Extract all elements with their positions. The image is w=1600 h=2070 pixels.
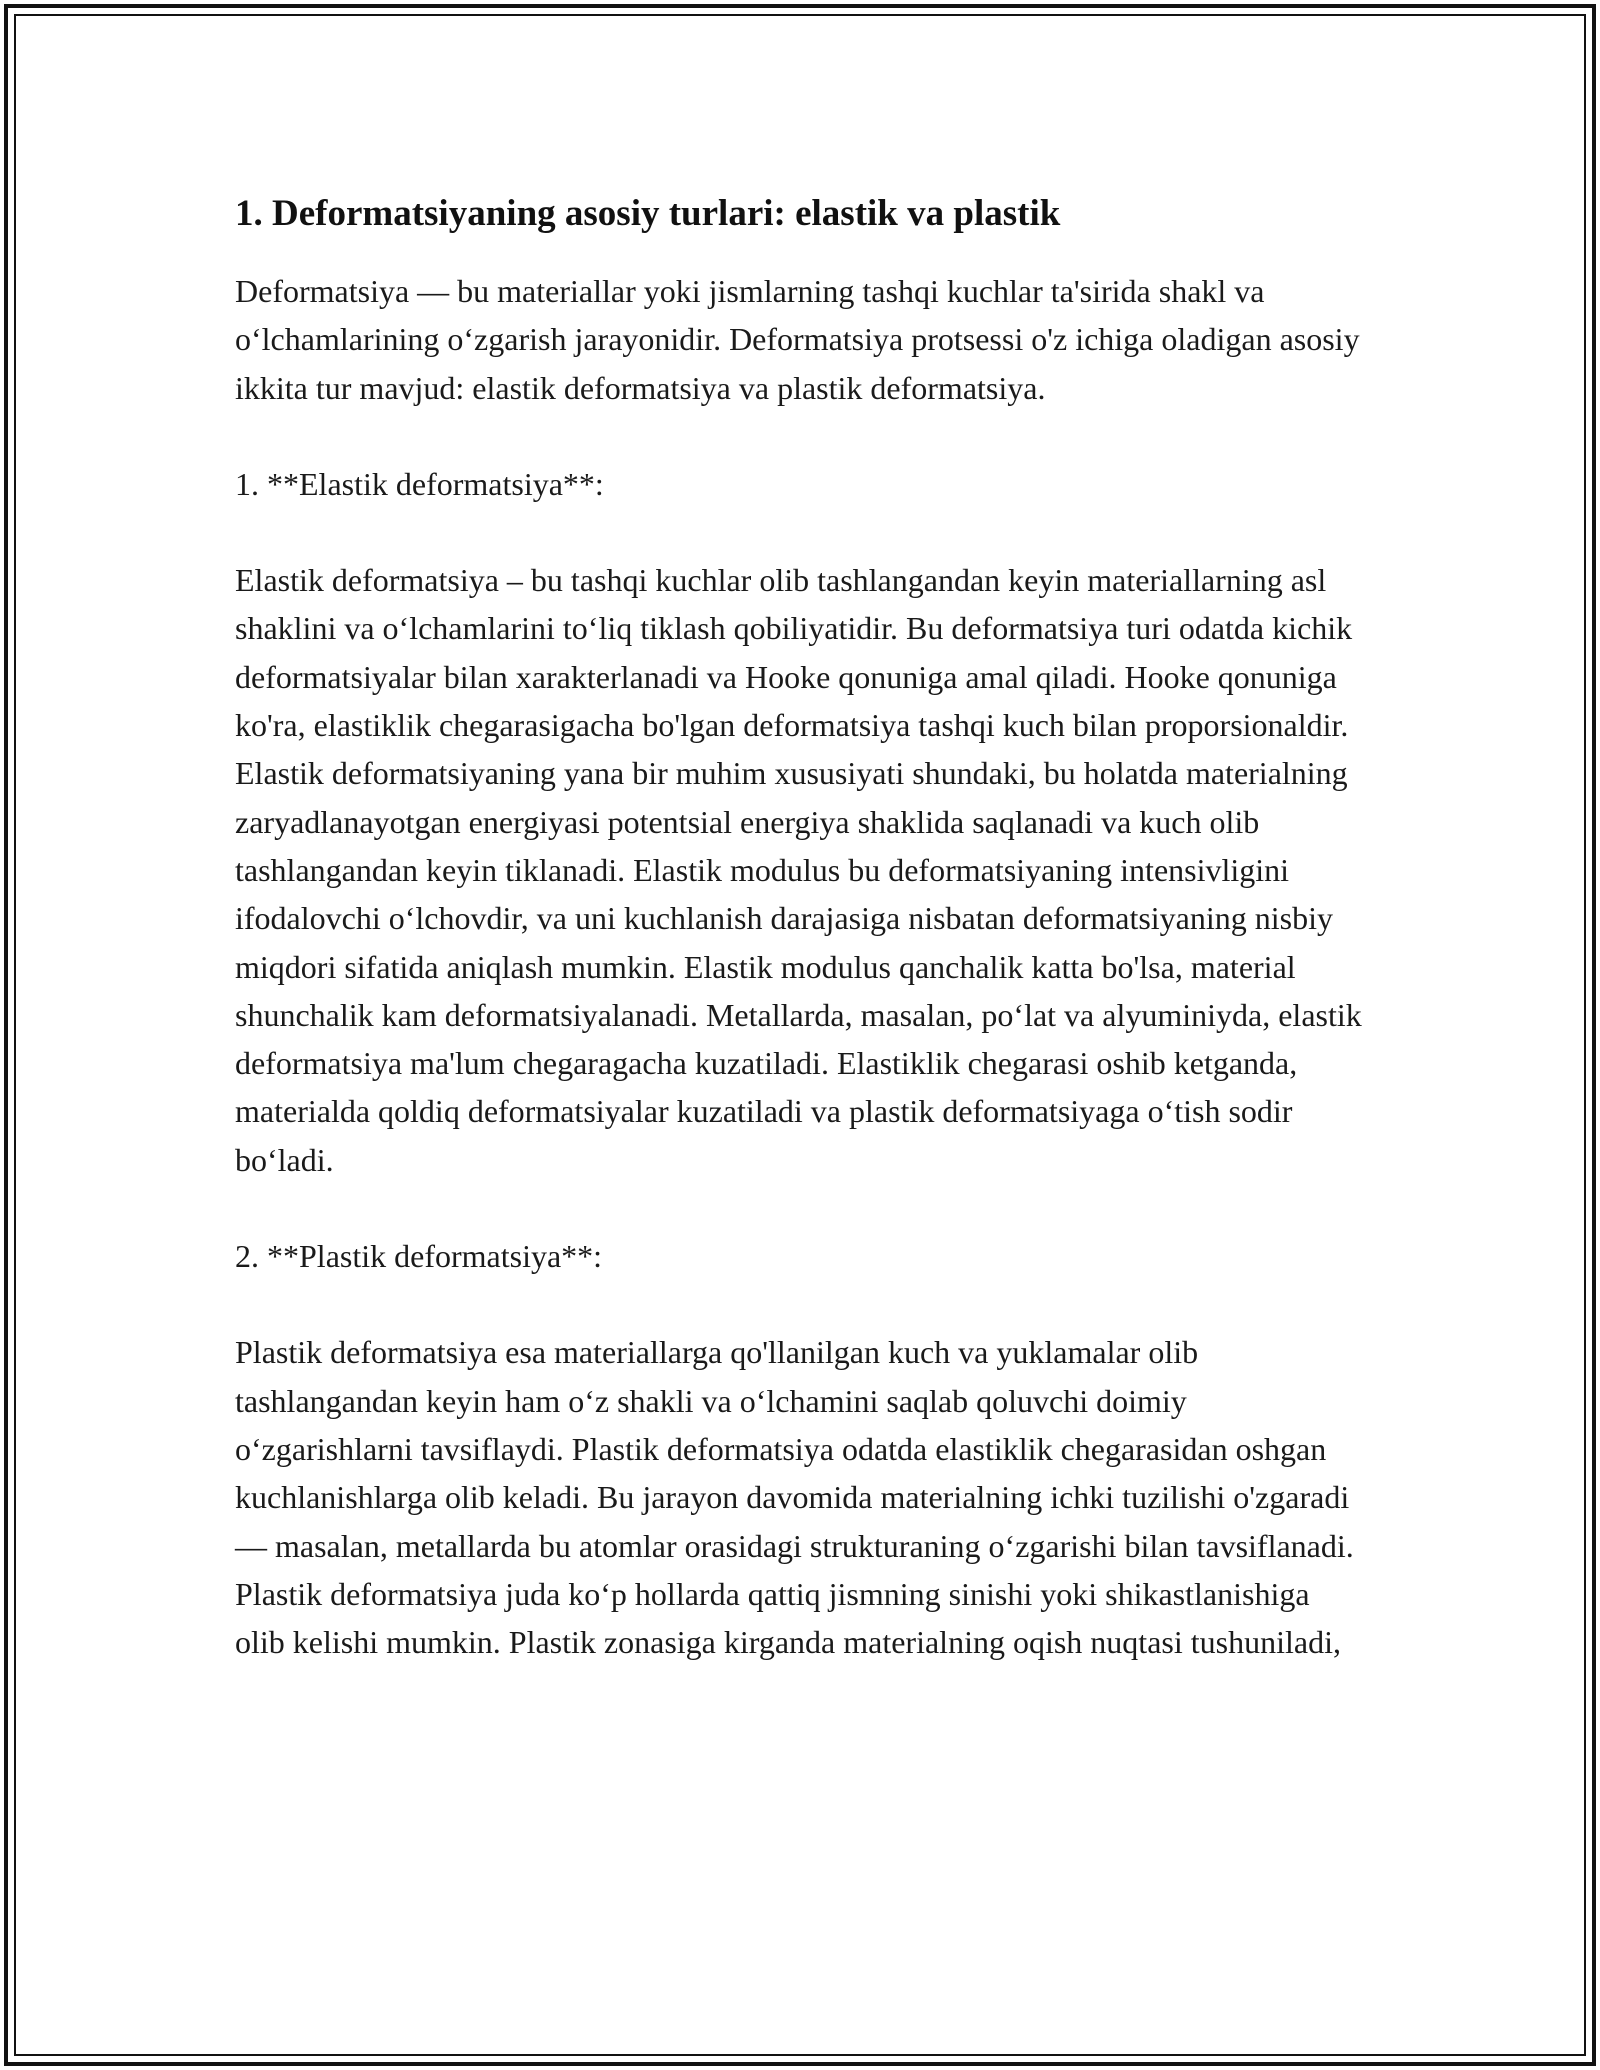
subheading-elastic: 1. **Elastik deformatsiya**: (235, 465, 604, 502)
subheading-plastic: 2. **Plastik deformatsiya**: (235, 1238, 603, 1275)
section-heading: 1. Deformatsiyaning asosiy turlari: elastik va plastik (235, 193, 1061, 234)
intro-paragraph: Deformatsiya — bu materiallar yoki jismlarning tashqi kuchlar ta'sirida shakl va o‘lchamlarining o‘zgarish jarayonidir. Deformatsiya protsessi o'z ichiga oladigan asosiy ikkita tur mavjud: elastik deformatsiya va plastik deformatsiya. (235, 273, 1360, 406)
elastic-paragraph: Elastik deformatsiya – bu tashqi kuchlar olib tashlangandan keyin materiallarning asl shaklini va o‘lchamlarini to‘liq tiklash qobiliyatidir. Bu deformatsiya turi odatda kichik deformatsiyalar bilan xarakterlanadi va Hooke qonuniga amal qiladi. Hooke qonuniga ko'ra, elastiklik chegarasigacha bo'lgan deformatsiya tashqi kuch bilan proporsionaldir. Elastik deformatsiyaning yana bir muhim xususiyati shundaki, bu holatda materialning zaryadlanayotgan energiyasi potentsial energiya shaklida saqlanadi va kuch olib tashlangandan keyin tiklanadi. Elastik modulus bu deformatsiyaning intensivligini ifodalovchi o‘lchovdir, va uni kuchlanish darajasiga nisbatan deformatsiyaning nisbiy miqdori sifatida aniqlash mumkin. Elastik modulus qanchalik katta bo'lsa, material shunchalik kam deformatsiyalanadi. Metallarda, masalan, po‘lat va alyuminiyda, elastik deformatsiya ma'lum chegaragacha kuzatiladi. Elastiklik chegarasi oshib ketganda, materialda qoldiq deformatsiyalar kuzatiladi va plastik deformatsiyaga o‘tish sodir bo‘ladi. (235, 562, 1362, 1178)
plastic-paragraph: Plastik deformatsiya esa materiallarga qo'llanilgan kuch va yuklamalar olib tashlangandan keyin ham o‘z shakli va o‘lchamini saqlab qoluvchi doimiy o‘zgarishlarni tavsiflaydi. Plastik deformatsiya odatda elastiklik chegarasidan oshgan kuchlanishlarga olib keladi. Bu jarayon davomida materialning ichki tuzilishi o'zgaradi — masalan, metallarda bu atomlar orasidagi strukturaning o‘zgarishi bilan tavsiflanadi. Plastik deformatsiya juda ko‘p hollarda qattiq jismning sinishi yoki shikastlanishiga olib kelishi mumkin. Plastik zonasiga kirganda materialning oqish nuqtasi tushuniladi, (235, 1334, 1354, 1661)
document-page (235, 186, 1365, 1714)
